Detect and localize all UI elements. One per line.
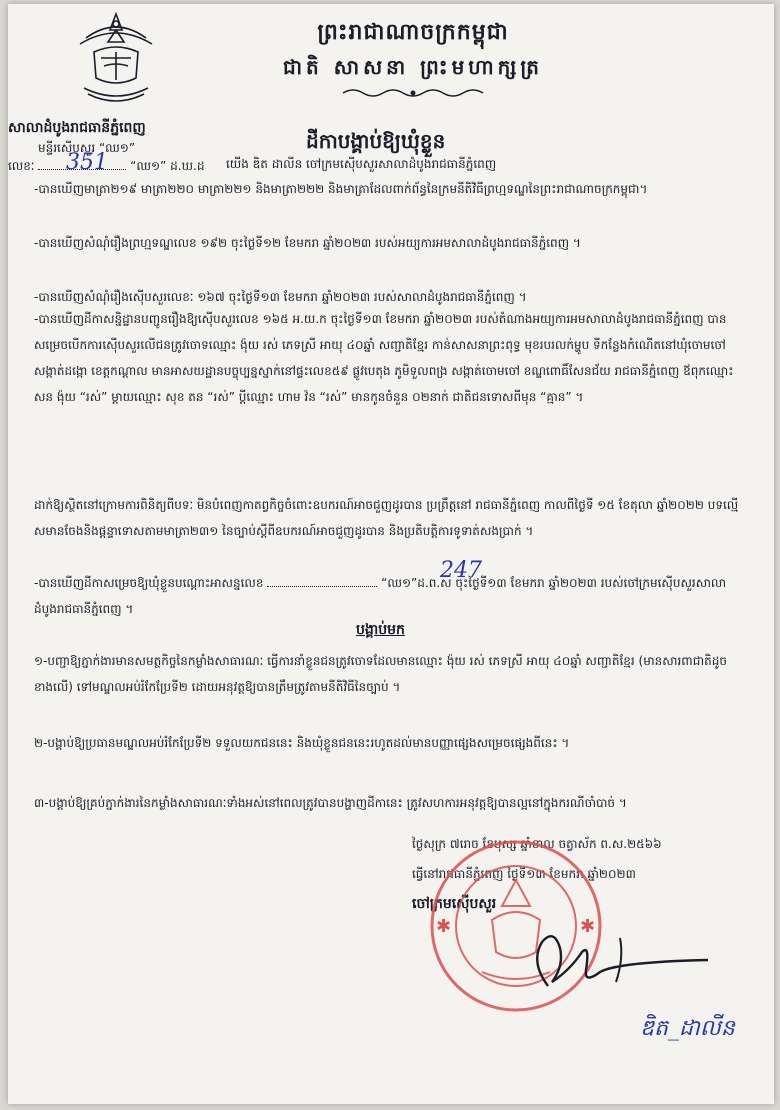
- detention-order-text-after: “ឈ១”ដ.ព.ស ចុះថ្ងៃទី១៣ ខែមករា ឆ្នាំ២០២៣ របស់ចៅក្រមស៊ើបសួរសាលាដំបូងរាជធានីភ្នំពេញ ។: [34, 576, 727, 616]
- handwritten-document-number: 351: [66, 150, 108, 175]
- lunar-date: ថ្ងៃសុក្រ ៧រោច ខែបុស្ស ឆ្នាំខាល ចត្វាស័ក ព.ស.២៥៦៦: [412, 837, 662, 851]
- orders-heading: បង្គាប់មក: [356, 622, 405, 638]
- detention-order-text-before: -បានឃើញដីកាសម្រេចឱ្យឃុំខ្លួនបណ្ដោះអាសន្នលេខ: [34, 576, 264, 590]
- office-name: មន្ទីរស៊ើបសួរ “ឈ១”: [38, 141, 136, 155]
- solar-date: ធ្វើនៅរាជធានីភ្នំពេញ ថ្ងៃទី១៣ ខែមករា ឆ្នាំ២០២៣: [412, 867, 636, 881]
- paragraph-charge: ដាក់ឱ្យស្ថិតនៅក្រោមការពិនិត្យពីបទៈ មិនបំពេញកាតព្វកិច្ចចំពោះឧបករណ៍អាចជួញដូរបាន ប្រព្រឹត្តនៅ រាជធានីភ្នំពេញ កាលពីថ្ងៃទី ១៥ ខែតុលា ឆ្នាំ២០២២ បទល្មើសមានចែងនិងផ្ដន្ទាទោសតាមមាត្រា២៣១ នៃច្បាប់ស្ដីពីឧបករណ៍អាចជួញដូរបាន និងប្រតិបត្តិការទូទាត់សងប្រាក់ ។: [34, 498, 739, 538]
- paragraph-detention-order: [34, 570, 746, 622]
- document-number-label: លេខៈ: [8, 159, 35, 173]
- handwritten-detention-number: 247: [440, 558, 482, 583]
- document-page: [8, 4, 774, 1104]
- order-item-2: ២-បង្គាប់ឱ្យប្រធានមណ្ឌលអប់រំកែប្រែទី២ ទទួលយកជននេះ និងឃុំខ្លួនជននេះរហូតដល់មានបញ្ញាផ្សេងសម្រេចផ្សេងពីនេះ ។: [34, 736, 570, 750]
- paragraph-investigation-file: -បានឃើញសំណុំរឿងស៊ើបសួរលេខៈ ១៦៧ ចុះថ្ងៃទី១៣ ខែមករា ឆ្នាំ២០២៣ របស់សាលាដំបូងរាជធានីភ្នំពេញ ។: [34, 290, 527, 304]
- paragraph-articles: -បានឃើញមាត្រា២១៩ មាត្រា២២០ មាត្រា២២១ និងមាត្រា២២២ និងមាត្រាដែលពាក់ព័ន្ធនៃក្រមនីតិវិធីព្រហ្មទណ្ឌនៃព្រះរាជាណាចក្រកម្ពុជា។: [34, 182, 648, 196]
- national-motto: ជាតិ សាសនា ព្រះមហាក្សត្រ: [283, 55, 543, 79]
- detention-number-blank: [267, 586, 377, 587]
- royal-emblem-icon: [66, 8, 166, 108]
- document-number-suffix: “ឈ១” ដ.ឃ.ដ: [130, 159, 205, 173]
- signer-name: ឌិត_ដាលីន: [640, 1016, 735, 1041]
- kingdom-heading: ព្រះរាជាណាចក្រកម្ពុជា: [317, 19, 509, 45]
- ornament-divider: [338, 86, 488, 100]
- paragraph-prosecutor-order: -បានឃើញដីកាសន្និដ្ឋានបញ្ជូនរឿងឱ្យស៊ើបសួរលេខ ១៦៥ អ.យ.ក ចុះថ្ងៃទី១៣ ខែមករា ឆ្នាំ២០២៣ របស់តំណាងអយ្យការអមសាលាដំបូងរាជធានីភ្នំពេញ បានសម្រេចបើកការស៊ើបសួរលើជនត្រូវចោទឈ្មោះ ង៉ុយ រស់ ភេទស្រី អាយុ ៤០ឆ្នាំ សញ្ជាតិខ្មែរ កាន់សាសនាព្រះពុទ្ធ មុខរបរលក់ម្ហូប ទីកន្លែងកំណើតនៅឃុំចោមចៅ សង្កាត់ដង្កោ ខេត្តកណ្ដាល មានអាសយដ្ឋានបច្ចុប្បន្នស្នាក់នៅផ្ទះលេខ៥៩ ផ្លូវបេតុង ភូមិទួលពង្រ សង្កាត់ចោមចៅ ខណ្ឌពោធិ៍សែនជ័យ រាជធានីភ្នំពេញ ឪពុកឈ្មោះ សន ង៉ុយ “រស់” ម្ដាយឈ្មោះ សុខ តន “រស់” ប្ដីឈ្មោះ ហាម វ៉ន “រស់” មានកូនចំនួន ០២នាក់ ជាតិជនទោសពីមុន “គ្មាន” ។: [34, 312, 734, 404]
- order-item-3: ៣-បង្គាប់ឱ្យគ្រប់ភ្នាក់ងារនៃកម្លាំងសាធារណៈទាំងអស់នៅពេលត្រូវបានបង្ហាញដីកានេះ ត្រូវសហការអនុវត្តឱ្យបានល្អនៅក្នុងករណីចាំបាច់ ។: [34, 796, 627, 810]
- document-title: ដីកាបង្គាប់ឱ្យឃុំខ្លួន: [306, 129, 446, 153]
- svg-text:✱: ✱: [436, 916, 452, 937]
- issuer-line: យើង ឌិត ដាលីន ចៅក្រមស៊ើបសួរសាលាដំបូងរាជធានីភ្នំពេញ: [226, 157, 497, 171]
- handwritten-signature: [508, 922, 718, 1002]
- signer-title: ចៅក្រមស៊ើបសួរ: [412, 896, 497, 912]
- court-name: សាលាដំបូងរាជធានីភ្នំពេញ: [8, 120, 146, 136]
- order-item-1: ១-បញ្ជាឱ្យភ្នាក់ងារមានសមត្ថកិច្ចនៃកម្លាំងសាធារណៈ ធ្វើការនាំខ្លួនជនត្រូវចោទដែលមានឈ្មោះ ង៉ុយ រស់ ភេទស្រី អាយុ ៤០ឆ្នាំ សញ្ជាតិខ្មែរ (មានសារពាជាតិដូចខាងលើ) ទៅមណ្ឌលអប់រំកែប្រែទី២ ដោយអនុវត្តឱ្យបានត្រឹមត្រូវតាមនីតិវិធីនៃច្បាប់ ។: [34, 654, 727, 694]
- svg-text:✱: ✱: [580, 916, 596, 937]
- paragraph-criminal-case: -បានឃើញសំណុំរឿងព្រហ្មទណ្ឌលេខ ១៩២ ចុះថ្ងៃទី១២ ខែមករា ឆ្នាំ២០២៣ របស់អយ្យការអមសាលាដំបូងរាជធានីភ្នំពេញ ។: [34, 236, 581, 250]
